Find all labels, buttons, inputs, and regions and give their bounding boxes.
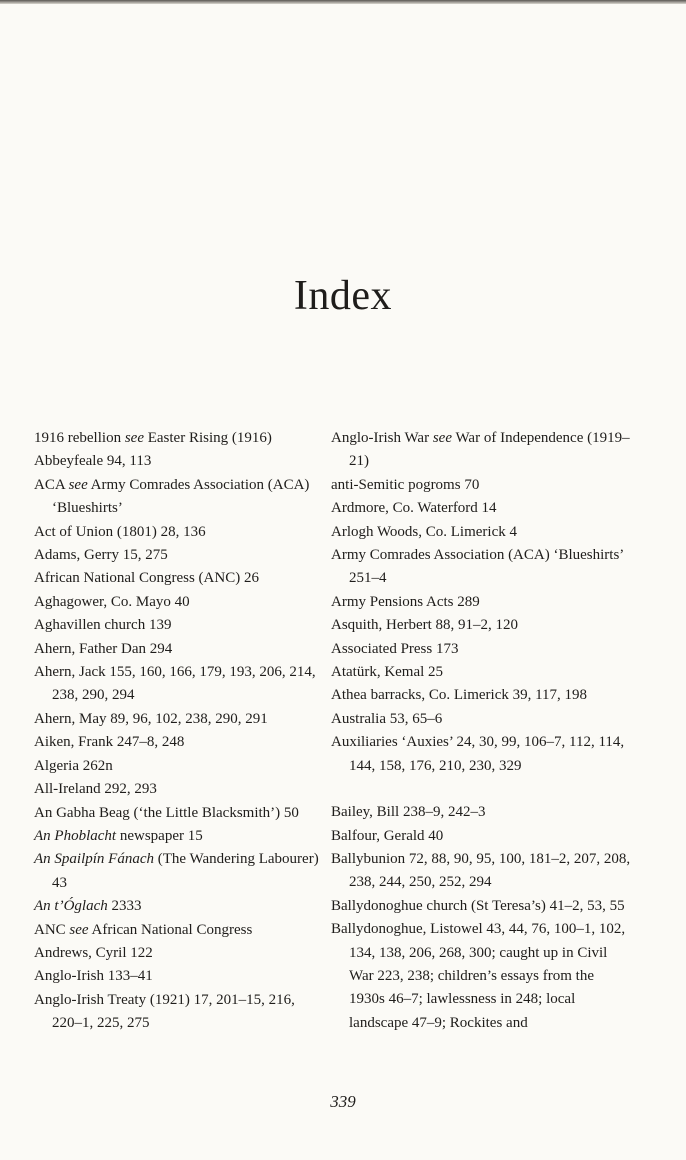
index-entry bbox=[34, 474, 324, 521]
index-entry-text: African National Congress bbox=[88, 921, 253, 938]
index-entry-text: Act of Union (1801) 28, 136 bbox=[34, 523, 206, 540]
index-entry bbox=[34, 755, 324, 778]
index-entry-text: Arlogh Woods, Co. Limerick 4 bbox=[331, 523, 517, 540]
index-entry bbox=[34, 731, 324, 754]
index-entry-text: Ballydonoghue, Listowel 43, 44, 76, 100–1, 102, 134, 138, 206, 268, 300; caught up in Civil War 223, 238; children’s essays from the 1930s 46–7; lawlessness in 248; local landscape 47–9; Rockites and bbox=[331, 921, 626, 1031]
index-entry-text: 2333 bbox=[107, 898, 142, 915]
index-entry bbox=[34, 544, 324, 567]
index-entry bbox=[34, 778, 324, 801]
index-entry-text: Auxiliaries ‘Auxies’ 24, 30, 99, 106–7, 112, 114, 144, 158, 176, 210, 230, 329 bbox=[331, 734, 625, 774]
index-entry-text: see bbox=[68, 476, 88, 493]
index-entry-text: An Phoblacht bbox=[34, 827, 117, 844]
index-entry-text: An Spailpín Fánach bbox=[34, 851, 154, 868]
index-entry-text: Athea barracks, Co. Limerick 39, 117, 198 bbox=[331, 687, 588, 704]
index-entry-text: Ahern, Jack 155, 160, 166, 179, 193, 206, 214, 238, 290, 294 bbox=[34, 664, 316, 704]
index-entry bbox=[331, 544, 631, 591]
index-column-right bbox=[331, 427, 631, 1035]
index-entry bbox=[331, 474, 631, 497]
index-entry-text: Adams, Gerry 15, 275 bbox=[34, 547, 168, 564]
index-entry bbox=[331, 731, 631, 778]
index-entry bbox=[34, 848, 324, 895]
index-entry-text: Army Comrades Association (ACA) ‘Blueshirts’ 251–4 bbox=[331, 547, 624, 587]
index-column-left bbox=[34, 427, 324, 1036]
index-entry-text: anti-Semitic pogroms 70 bbox=[331, 476, 480, 493]
index-entry-text: An t’Óglach bbox=[34, 898, 108, 915]
page-number: 339 bbox=[330, 1092, 356, 1111]
index-entry-text: Andrews, Cyril 122 bbox=[34, 944, 153, 961]
index-entry-text: Army Comrades Association (ACA) ‘Blueshirts’ bbox=[52, 476, 310, 517]
index-entry-text: Anglo-Irish War bbox=[331, 430, 433, 446]
index-entry bbox=[34, 965, 324, 988]
index-entry-text: see bbox=[432, 430, 452, 446]
index-entry-text: ACA bbox=[34, 476, 69, 493]
index-entry bbox=[34, 989, 324, 1036]
index-entry-text: Ballydonoghue church (St Teresa’s) 41–2, 53, 55 bbox=[331, 897, 625, 914]
index-entry bbox=[34, 661, 324, 708]
page-title: Index bbox=[293, 273, 393, 319]
index-entry-text: 1916 rebellion bbox=[34, 430, 125, 446]
index-entry-text: Ahern, May 89, 96, 102, 238, 290, 291 bbox=[34, 710, 268, 727]
index-entry bbox=[34, 521, 324, 544]
index-entry bbox=[331, 661, 631, 684]
index-entry-text: Australia 53, 65–6 bbox=[331, 710, 443, 727]
index-entry bbox=[331, 918, 631, 1035]
index-entry bbox=[331, 895, 631, 918]
index-entry bbox=[34, 450, 324, 473]
index-entry-text: Asquith, Herbert 88, 91–2, 120 bbox=[331, 617, 519, 634]
index-entry-text: Anglo-Irish Treaty (1921) 17, 201–15, 216, 220–1, 225, 275 bbox=[34, 991, 295, 1032]
index-entry bbox=[331, 638, 631, 661]
index-entry bbox=[34, 567, 324, 590]
index-entry bbox=[331, 497, 631, 520]
index-entry bbox=[331, 684, 631, 707]
index-entry-text: Abbeyfeale 94, 113 bbox=[34, 453, 152, 470]
index-entry-text: Aiken, Frank 247–8, 248 bbox=[34, 734, 185, 751]
letter-section-gap bbox=[331, 778, 631, 801]
index-entry-text: see bbox=[69, 921, 89, 938]
index-entry-text: An Gabha Beag (‘the Little Blacksmith’) 50 bbox=[34, 804, 299, 821]
index-entry bbox=[34, 825, 324, 848]
index-entry-text: Bailey, Bill 238–9, 242–3 bbox=[331, 804, 486, 821]
index-entry bbox=[34, 638, 324, 661]
index-entry-text: see bbox=[124, 430, 144, 446]
index-entry bbox=[331, 591, 631, 614]
index-entry-text: Associated Press 173 bbox=[331, 640, 459, 657]
index-entry bbox=[34, 708, 324, 731]
index-entry bbox=[331, 427, 631, 474]
index-entry-text: Ballybunion 72, 88, 90, 95, 100, 181–2, 207, 208, 238, 244, 250, 252, 294 bbox=[331, 850, 631, 891]
index-entry bbox=[331, 801, 631, 824]
index-entry-text: All-Ireland 292, 293 bbox=[34, 781, 157, 798]
index-entry bbox=[331, 848, 631, 895]
index-entry bbox=[34, 614, 324, 637]
index-entry bbox=[34, 802, 324, 825]
index-entry-text: ANC bbox=[34, 921, 70, 938]
index-entry-text: newspaper 15 bbox=[116, 827, 203, 844]
index-entry-text: Anglo-Irish 133–41 bbox=[34, 968, 153, 985]
index-entry bbox=[331, 825, 631, 848]
index-entry-text: African National Congress (ANC) 26 bbox=[34, 570, 259, 587]
index-entry-text: Aghavillen church 139 bbox=[34, 617, 172, 634]
index-entry-text: Ardmore, Co. Waterford 14 bbox=[331, 500, 497, 517]
index-entry-text: Ahern, Father Dan 294 bbox=[34, 640, 173, 657]
index-entry-text: Algeria 262n bbox=[34, 757, 113, 774]
index-entry bbox=[331, 614, 631, 637]
index-entry-text: Balfour, Gerald 40 bbox=[331, 827, 444, 844]
index-entry-text: War of Independence (1919–21) bbox=[349, 430, 630, 470]
index-entry bbox=[34, 895, 324, 918]
index-entry-text: Aghagower, Co. Mayo 40 bbox=[34, 593, 190, 610]
index-entry-text: Army Pensions Acts 289 bbox=[331, 593, 480, 610]
index-entry bbox=[34, 942, 324, 965]
index-entry bbox=[34, 919, 324, 942]
index-entry bbox=[331, 521, 631, 544]
index-entry bbox=[34, 591, 324, 614]
index-entry-text: Atatürk, Kemal 25 bbox=[331, 664, 444, 681]
page-top-edge bbox=[0, 0, 686, 4]
index-entry bbox=[331, 708, 631, 731]
index-entry-text: (The Wandering Labourer) 43 bbox=[52, 851, 319, 891]
index-entry-text: Easter Rising (1916) bbox=[143, 430, 272, 446]
index-entry bbox=[34, 427, 324, 450]
